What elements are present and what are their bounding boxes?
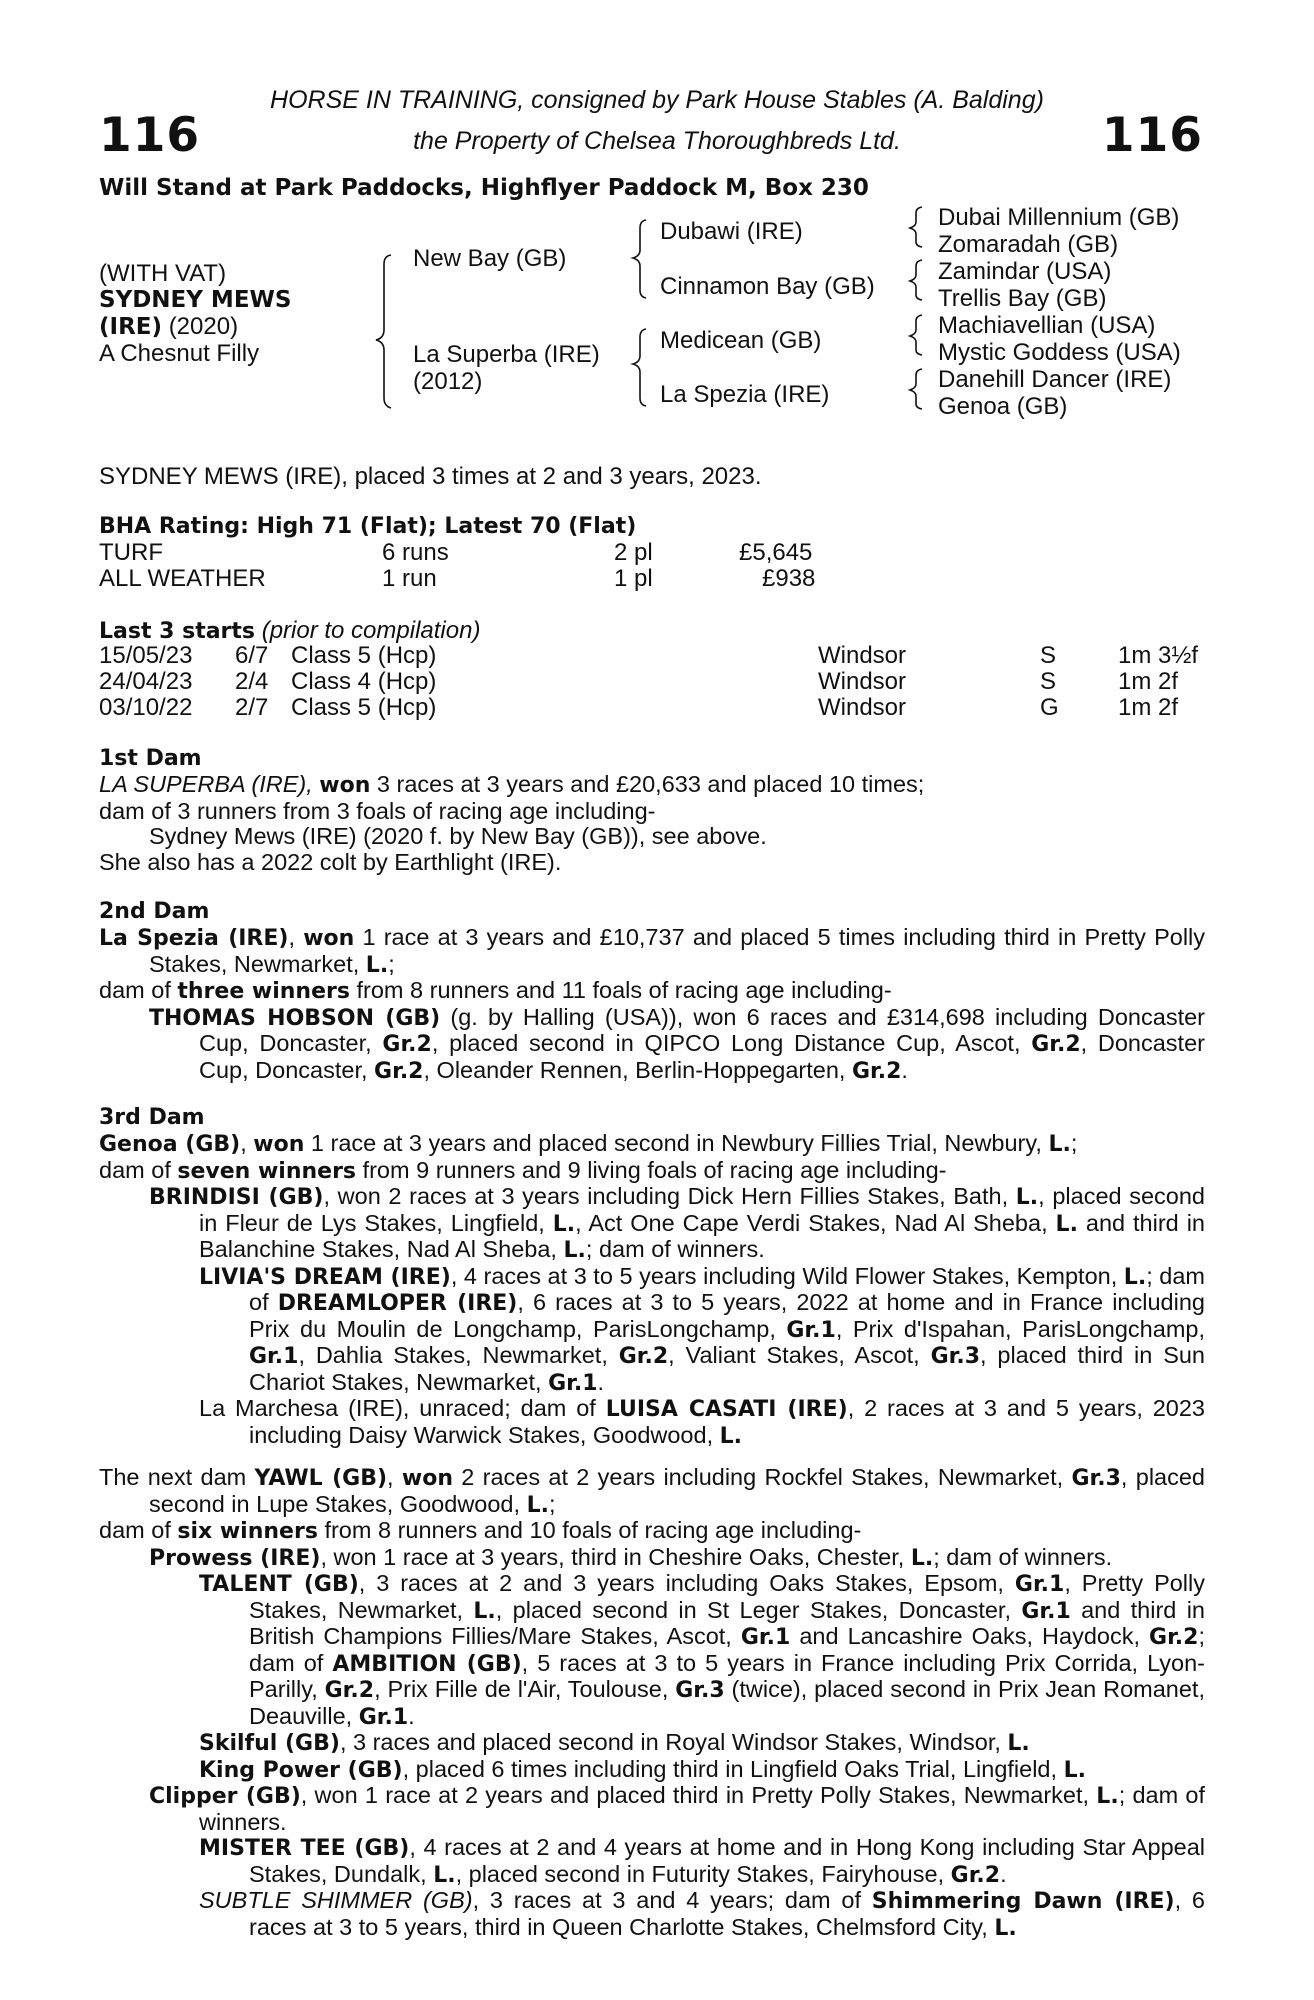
text: . [901,1056,908,1083]
second-dam-produce [99,978,1205,1005]
dam-name: YAWL (GB) [254,1466,388,1491]
pedigree-g1: Dubai Millennium (GB) [938,204,1180,231]
rating-placed: 2 pl [614,539,653,566]
grade-label: Gr.1 [358,1704,409,1730]
start-position: 2/4 [235,668,269,695]
consignment-line: HORSE IN TRAINING, consigned by Park House Stables (A. Balding) [270,86,1044,114]
progeny-subtle-shimmer [99,1888,1205,1941]
start-race: Class 4 (Hcp) [291,668,437,695]
progeny-name: DREAMLOPER (IRE) [277,1291,518,1316]
grade-label: Gr.1 [548,1370,598,1396]
listed-label: L. [563,1238,586,1263]
pedigree-sire: New Bay (GB) [413,245,567,272]
text: dam of [99,1517,178,1543]
progeny-name: King Power (GB) [199,1757,403,1783]
grade-label: Gr.1 [740,1625,791,1650]
start-going: S [1040,668,1057,695]
dam-name: Genoa (GB) [99,1132,241,1157]
text: , Prix Fille de l'Air, Toulouse, [374,1676,676,1702]
grade-label: Gr.3 [930,1344,981,1369]
text: , won 2 races at 3 years including Dick Hern Fillies Stakes, Bath, [323,1183,1016,1209]
start-course: Windsor [818,694,907,721]
grade-label: Gr.2 [950,1862,1001,1888]
first-dam-note: She also has a 2022 colt by Earthlight (IRE). [99,848,562,875]
text: , won 1 race at 3 years, third in Cheshire Oaks, Chester, [320,1543,911,1570]
text: from 9 runners and 9 living foals of racing age including- [356,1156,947,1183]
text: (g. by Halling (USA)), won 6 races and £314,698 including Doncaster Cup, Doncaster, [199,1003,1205,1056]
text: ; dam of winners. [585,1236,765,1262]
horse-year: (2020) [168,313,239,340]
start-distance: 1m 2f [1118,694,1179,721]
text: , 4 races at 2 and 4 years at home and in Hong Kong including Star Appeal Stakes, Dundalk, [249,1834,1206,1887]
rating-surface: TURF [99,539,163,566]
second-dam-section [99,925,1205,1084]
won-label: won [253,1132,305,1157]
text: , [387,1464,402,1490]
text: , 3 races at 3 and 4 years; dam of [472,1887,872,1913]
start-going: S [1040,642,1057,669]
progeny-clipper [99,1783,1205,1835]
rating-placed: 1 pl [614,565,653,592]
progeny-name: LIVIA'S DREAM (IRE) [199,1264,451,1290]
bha-rating-title: BHA Rating: High 71 (Flat); Latest 70 (Flat) [99,514,637,539]
third-dam-line [99,1131,1205,1158]
grade-label: Gr.1 [1021,1598,1071,1624]
lot-number-left: 116 [99,108,201,163]
listed-label: L. [910,1545,934,1571]
start-position: 2/7 [235,694,269,721]
grade-label: Gr.2 [324,1678,375,1703]
third-dam-produce [99,1158,1205,1185]
start-date: 03/10/22 [99,694,193,721]
progeny-name: LUISA CASATI (IRE) [605,1397,848,1422]
first-dam-heading: 1st Dam [99,746,202,771]
first-dam-line [99,772,1205,799]
text: dam of [99,1156,178,1183]
text: , placed second in Fleur de Lys Stakes, Lingfield, [199,1183,1206,1236]
progeny-brindisi [99,1184,1205,1264]
pedigree-sire-sire: Dubawi (IRE) [660,218,803,245]
listed-label: L. [1048,1132,1071,1157]
progeny-name: Shimmering Dawn (IRE) [871,1889,1175,1914]
second-dam-line [99,925,1205,978]
pedigree-sire-dam: Cinnamon Bay (GB) [660,273,875,300]
progeny-prowess [99,1545,1205,1572]
listed-label: L. [1015,1185,1039,1210]
text: , [288,924,304,950]
rating-surface: ALL WEATHER [99,565,266,592]
progeny-name: Skilful (GB) [199,1731,340,1756]
pedigree-g2: Zomaradah (GB) [938,231,1119,258]
last-starts-title: Last 3 starts [99,619,256,644]
start-distance: 1m 2f [1118,668,1179,695]
text: ; dam of winners. [199,1782,1205,1835]
pedigree-dam-sire: Medicean (GB) [660,327,822,354]
pedigree-g3: Zamindar (USA) [938,258,1112,285]
second-dam-heading: 2nd Dam [99,899,210,924]
listed-label: L. [1055,1211,1078,1237]
text: , Dahlia Stakes, Newmarket, [298,1342,619,1368]
property-line: the Property of Chelsea Thoroughbreds Ltd. [413,127,901,155]
rating-runs: 6 runs [382,539,449,566]
listed-label: L. [365,952,389,978]
start-date: 24/04/23 [99,668,193,695]
listed-label: L. [552,1211,576,1237]
next-dam-produce [99,1518,1205,1545]
text: , Prix d'Ispahan, ParisLongchamp, [835,1315,1205,1342]
first-dam-progeny: Sydney Mews (IRE) (2020 f. by New Bay (GB)), see above. [149,823,767,849]
pedigree-g5: Machiavellian (USA) [938,312,1156,339]
start-race: Class 5 (Hcp) [291,642,437,669]
text: 1 race at 3 years and placed second in Newbury Fillies Trial, Newbury, [304,1130,1049,1156]
race-summary: SYDNEY MEWS (IRE), placed 3 times at 2 and 3 years, 2023. [99,463,762,490]
horse-name: SYDNEY MEWS [99,287,292,313]
pedigree-dam-year: (2012) [413,368,483,395]
start-distance: 1m 3½f [1118,642,1199,669]
progeny-name: AMBITION (GB) [332,1651,522,1677]
listed-label: L. [719,1423,743,1449]
progeny-name: MISTER TEE (GB) [199,1836,410,1861]
text: , placed 6 times including third in Lingfield Oaks Trial, Lingfield, [402,1755,1064,1782]
winners-count: six winners [177,1519,318,1544]
progeny-name: Clipper (GB) [149,1784,301,1809]
grade-label: Gr.3 [1071,1466,1121,1491]
text: , Pretty Polly Stakes, Newmarket, [249,1570,1205,1623]
text: and Lancashire Oaks, Haydock, [790,1623,1150,1649]
vat-note: (WITH VAT) [99,260,227,287]
progeny-skilful [99,1730,1205,1757]
text: , 3 races at 2 and 3 years including Oaks Stakes, Epsom, [358,1570,1015,1596]
text: dam of [99,977,178,1003]
start-course: Windsor [818,642,907,669]
first-dam-produce: dam of 3 runners from 3 foals of racing age including- [99,797,656,824]
text: . [408,1702,415,1729]
text: ; [1070,1130,1078,1156]
text: , placed second in Lupe Stakes, Goodwood, [149,1464,1205,1517]
next-dam-line [99,1465,1205,1518]
first-dam-section [99,772,1205,875]
text: , 3 races and placed second in Royal Windsor Stakes, Windsor, [339,1729,1008,1755]
dam-name: La Spezia (IRE) [99,926,289,951]
text: La Marchesa (IRE), unraced; dam of [199,1395,606,1421]
text: ; [388,950,395,977]
progeny-name: Prowess (IRE) [149,1545,321,1571]
start-going: G [1040,694,1059,721]
text: from 8 runners and 10 foals of racing age including- [317,1517,862,1543]
stand-location: Will Stand at Park Paddocks, Highflyer Paddock M, Box 230 [99,175,869,201]
start-course: Windsor [818,668,907,695]
text: , [240,1130,254,1156]
last-starts-note: (prior to compilation) [261,617,481,644]
pedigree-g7: Danehill Dancer (IRE) [938,366,1172,393]
text: (twice), placed second in Prix Jean Romanet, Deauville, [249,1676,1205,1729]
listed-label: L. [433,1862,456,1888]
pedigree-dam: La Superba (IRE) [413,341,600,368]
listed-label: L. [473,1598,496,1624]
rating-amount: £5,645 [739,539,813,566]
third-dam-heading: 3rd Dam [99,1105,205,1130]
pedigree-g4: Trellis Bay (GB) [938,285,1107,312]
first-dam-name: LA SUPERBA (IRE), [99,771,320,797]
grade-label: Gr.1 [249,1344,299,1369]
text: and third in British Champions Fillies/Mare Stakes, Ascot, [249,1596,1205,1649]
won-label: won [303,926,355,951]
start-position: 6/7 [235,642,269,669]
text: , placed second in QIPCO Long Distance Cup, Ascot, [431,1030,1032,1056]
listed-label: L. [994,1915,1017,1941]
progeny-king-power [99,1757,1205,1784]
listed-label: L. [1063,1757,1086,1783]
won-label: won [319,773,371,798]
progeny-name: SUBTLE SHIMMER (GB) [199,1887,473,1913]
pedigree-g6: Mystic Goddess (USA) [938,339,1181,366]
text: , Oleander Rennen, Berlin-Hoppegarten, [423,1056,852,1083]
rating-amount: £938 [762,565,816,592]
rating-runs: 1 run [382,565,437,592]
text: , 2 races at 3 and 5 years, 2023 including Daisy Warwick Stakes, Goodwood, [249,1395,1205,1448]
text: . [1000,1860,1007,1887]
listed-label: L. [1096,1784,1119,1809]
progeny-name: TALENT (GB) [199,1572,359,1597]
grade-label: Gr.3 [675,1678,725,1703]
text: , won 1 race at 2 years and placed third in Pretty Polly Stakes, Newmarket, [300,1782,1097,1808]
lot-number-right: 116 [1101,108,1203,163]
grade-label: Gr.2 [382,1032,432,1057]
grade-label: Gr.2 [1149,1625,1199,1650]
text: . [597,1368,605,1395]
winners-count: seven winners [177,1158,357,1184]
text: 1 race at 3 years and £10,737 and placed 5 times including third in Pretty Polly Stakes, Newmarket, [149,924,1206,977]
listed-label: L. [1123,1264,1147,1290]
text: ; dam of winners. [933,1543,1113,1570]
grade-label: Gr.2 [618,1344,669,1369]
listed-label: L. [1007,1731,1030,1756]
first-dam-record: 3 races at 3 years and £20,633 and placed 10 times; [370,771,925,797]
text: ; dam of [249,1623,1205,1676]
text: , Doncaster Cup, Doncaster, [199,1030,1205,1083]
third-dam-section [99,1131,1205,1449]
progeny-name: BRINDISI (GB) [149,1185,324,1210]
text: The next dam [99,1464,255,1490]
grade-label: Gr.2 [374,1058,424,1084]
text: and third in Balanchine Stakes, Nad Al Sheba, [199,1209,1205,1262]
progeny-mister-tee [99,1835,1205,1888]
listed-label: L. [526,1492,549,1518]
text: , 4 races at 3 to 5 years including Wild Flower Stakes, Kempton, [450,1262,1124,1289]
start-race: Class 5 (Hcp) [291,694,437,721]
progeny-name: THOMAS HOBSON (GB) [149,1005,441,1031]
won-label: won [401,1466,453,1491]
horse-country: (IRE) [99,314,163,340]
winners-count: three winners [177,979,350,1004]
grade-label: Gr.1 [786,1317,836,1343]
pedigree-g8: Genoa (GB) [938,393,1068,420]
second-dam-progeny [99,1005,1205,1085]
pedigree-dam-dam: La Spezia (IRE) [660,381,830,408]
text: from 8 runners and 11 foals of racing age including- [349,977,892,1003]
horse-description: A Chesnut Filly [99,340,260,367]
text: , Act One Cape Verdi Stakes, Nad Al Sheba, [575,1209,1056,1236]
grade-label: Gr.1 [1014,1572,1065,1597]
grade-label: Gr.2 [1031,1032,1081,1057]
start-date: 15/05/23 [99,642,193,669]
text: 2 races at 2 years including Rockfel Stakes, Newmarket, [452,1464,1072,1490]
text: , Valiant Stakes, Ascot, [668,1342,931,1368]
text: , placed second in St Leger Stakes, Doncaster, [495,1596,1022,1623]
text: ; dam of [249,1262,1205,1315]
text: , 5 races at 3 to 5 years in France including Prix Corrida, Lyon-Parilly, [249,1649,1206,1702]
text: , placed third in Sun Chariot Stakes, Newmarket, [249,1342,1206,1395]
grade-label: Gr.2 [851,1058,902,1084]
text: ; [548,1490,556,1517]
progeny-livias-dream [99,1264,1205,1397]
text: , placed second in Futurity Stakes, Fairyhouse, [455,1860,951,1887]
progeny-talent [99,1571,1205,1730]
progeny-la-marchesa [99,1396,1205,1449]
text: , 6 races at 3 to 5 years, third in Queen Charlotte Stakes, Chelmsford City, [249,1887,1205,1940]
text: , 6 races at 3 to 5 years, 2022 at home and in France including Prix du Moulin de Longchamp, ParisLongchamp, [249,1289,1205,1342]
next-dam-section [99,1465,1205,1941]
